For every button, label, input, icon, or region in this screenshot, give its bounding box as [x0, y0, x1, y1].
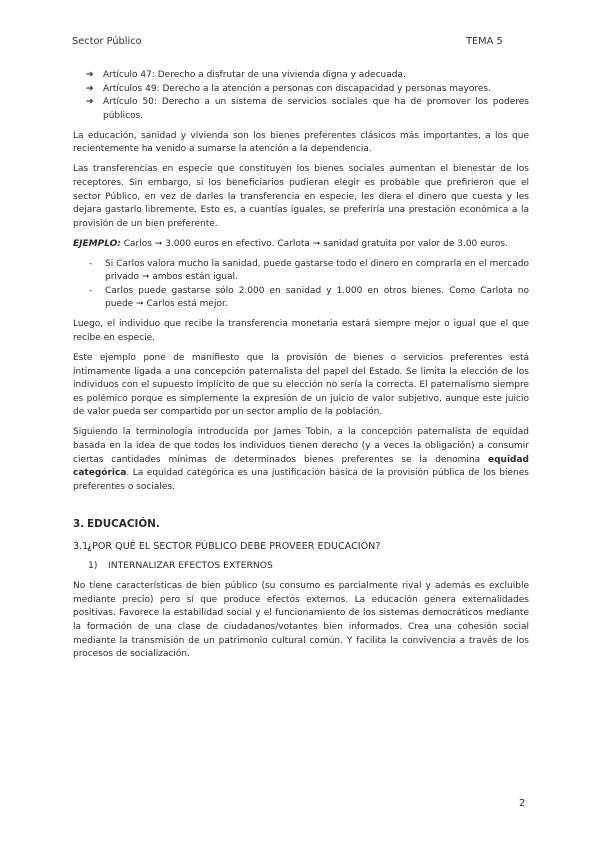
subsubsection-number: 1)	[88, 559, 98, 571]
list-item-text: Artículo 50: Derecho a un sistema de servicios sociales que ha de promover los poderes públicos.	[103, 97, 529, 121]
paragraph: Luego, el individuo que recibe la transferencia monetaria estará siempre mejor o igual que el que recibe en especie.	[73, 319, 529, 344]
list-item-text: Si Carlos valora mucho la sanidad, puede gastarse todo el dinero en comprarla en el mercado privado ➞ ambos están igual.	[105, 258, 529, 283]
bold-term: equidad categórica	[73, 454, 529, 479]
page-number: 2	[519, 798, 526, 809]
list-item	[89, 285, 529, 312]
arrow-bullet-icon: ➔	[86, 83, 94, 94]
subsection-heading	[73, 540, 529, 554]
paragraph	[73, 426, 529, 494]
header-left: Sector Público	[72, 36, 142, 47]
section-title: EDUCACIÓN.	[87, 518, 160, 531]
section-number: 3.	[73, 518, 85, 531]
paragraph: La educación, sanidad y vivienda son los bienes preferentes clásicos más importantes, a los que recientemente ha venido a sumarse la atención a la dependencia.	[73, 130, 529, 155]
subsection-number: 3.1.	[73, 540, 92, 552]
list-item-text: Artículo 47: Derecho a disfrutar de una vivienda digna y adecuada.	[103, 70, 406, 80]
list-item	[86, 96, 529, 123]
paragraph: No tiene características de bien público (su consumo es parcialmente rival y además es excluible mediante precio) pero sí que produce efectos externos. La educación genera externalidades positivas. Favorece la estabilidad social y el funcionamiento de los sistemas democráticos mediante la formación de una clase de ciudadanos/votantes bien informados. Crea una cohesión social mediante la transmisión de un patrimonio cultural común. Y facilita la convivencia a través de los procesos de socialización.	[73, 581, 529, 660]
subsection-title: ¿POR QUÉ EL SECTOR PÚBLICO DEBE PROVEER EDUCACIÓN?	[87, 540, 381, 552]
paragraph-text: Siguiendo la terminología introducida por James Tobin, a la concepción paternalista de equidad basada en la idea de que todos los individuos tienen derecho (y a veces la obligación) a consumir ciertas cantidades mínimas de determinados bienes preferentes se la denomina	[73, 427, 529, 465]
document-body	[73, 69, 529, 668]
paragraph: Este ejemplo pone de manifiesto que la provisión de bienes o servicios preferentes está íntimamente ligada a una concepción paternalista del papel del Estado. Se limita la elección de los individuos con el supuesto implícito de que su elección no sería la correcta. El paternalismo siempre es polémico porque es simplemente la expresión de un juicio de valor subjetivo, aunque este juicio de valor pueda ser compartido por un sector amplio de la población.	[73, 353, 529, 418]
example-text: Carlos ➞ 3.000 euros en efectivo. Carlota ➞ sanidad gratuita por valor de 3.00 euros.	[120, 238, 508, 249]
list-item	[86, 83, 529, 97]
list-item	[89, 258, 529, 285]
paragraph: Las transferencias en especie que constituyen los bienes sociales aumentan el bienestar de los receptores. Sin embargo, si los beneficiarios pudieran elegir es probable que prefirieron que el sector Público, en vez de darles la transferencia en especie, les diera el dinero que cuesta y les dejara gastarlo libremente. Esto es, a cuantías iguales, se preferiría una prestación económica a la provisión de un bien preferente.	[73, 164, 529, 229]
arrow-bullet-icon: ➔	[86, 97, 94, 108]
subsubsection-title: INTERNALIZAR EFECTOS EXTERNOS	[108, 559, 273, 571]
article-list	[73, 69, 529, 123]
example-label: EJEMPLO:	[73, 238, 121, 249]
dash-bullet: -	[89, 258, 93, 269]
header-right: TEMA 5	[466, 36, 503, 47]
list-item-text: Carlos puede gastarse sólo 2.000 en sanidad y 1.000 en otros bienes. Como Carlota no puede ➞ Carlos está mejor.	[105, 285, 529, 310]
list-item-text: Artículos 49: Derecho a la atención a personas con discapacidad y personas mayores.	[103, 83, 491, 94]
dash-bullet: -	[89, 285, 93, 296]
arrow-bullet-icon: ➔	[86, 70, 94, 80]
paragraph-text: . La equidad categórica es una justificación básica de la provisión pública de los bienes preferentes o sociales.	[73, 468, 529, 492]
list-item	[86, 69, 529, 83]
subsubsection-heading	[73, 559, 529, 573]
section-heading	[73, 518, 529, 532]
example-paragraph	[73, 238, 529, 252]
example-list	[73, 258, 529, 312]
